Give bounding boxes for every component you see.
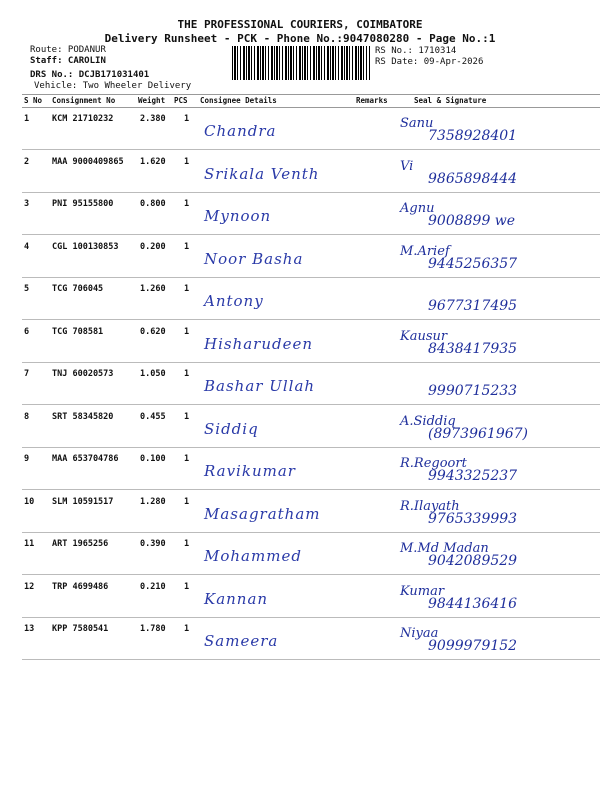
col-pcs: PCS (174, 96, 188, 105)
weight-value: 0.800 (140, 199, 166, 209)
consignee-name: Masagratham (204, 504, 321, 523)
signature-phone: 9677317495 (428, 298, 518, 314)
signature-phone: 9445256357 (428, 255, 518, 272)
vehicle-label: Vehicle: Two Wheeler Delivery (34, 81, 192, 91)
table-row (22, 533, 600, 575)
barcode (232, 46, 370, 80)
signature (394, 242, 594, 274)
row-sno: 13 (24, 624, 35, 634)
signature (394, 624, 594, 656)
table-row (22, 618, 600, 660)
pcs-value: 1 (184, 496, 190, 507)
table-row (22, 406, 600, 448)
weight-value: 0.455 (140, 411, 166, 422)
consignment-number: MAA 9000409865 (52, 156, 124, 167)
signature-phone: (8973961967) (428, 425, 528, 442)
signature-scribble: Kumar (400, 583, 445, 599)
consignment-number: PNI 95155800 (52, 199, 114, 209)
signature (394, 327, 594, 359)
row-sno: 3 (24, 199, 30, 209)
col-consignee: Consignee Details (200, 96, 277, 105)
pcs-value: 1 (184, 114, 190, 124)
pcs-value: 1 (184, 199, 190, 209)
signature-scribble: R.Ilayath (400, 498, 460, 514)
consignee-name: Mohammed (204, 547, 302, 565)
consignee-name: Antony (204, 292, 264, 310)
signature-phone: 9990715233 (428, 383, 518, 399)
signature-scribble: R.Regoort (400, 456, 467, 471)
table-header (22, 94, 600, 108)
pcs-value: 1 (184, 539, 190, 549)
pcs-value: 1 (184, 369, 190, 379)
row-sno: 5 (24, 284, 30, 294)
signature-phone: 7358928401 (428, 128, 518, 144)
company-title: THE PROFESSIONAL COURIERS, COIMBATORE (177, 18, 423, 31)
signature (394, 539, 594, 571)
row-sno: 12 (24, 581, 35, 592)
weight-value: 0.620 (140, 326, 166, 337)
weight-value: 0.210 (140, 581, 166, 592)
consignee-name: Chandra (204, 122, 277, 140)
weight-value: 1.050 (140, 369, 166, 379)
weight-value: 1.280 (140, 496, 166, 507)
signature (394, 412, 594, 444)
weight-value: 1.620 (140, 156, 166, 167)
consignment-number: TNJ 60020573 (52, 369, 114, 379)
consignee-name: Bashar Ullah (204, 377, 316, 395)
col-consignment: Consignment No (52, 96, 116, 105)
consignee-name: Siddiq (204, 419, 259, 438)
signature (394, 284, 594, 316)
signature-scribble: Kausur (400, 328, 448, 344)
consignment-number: TCG 706045 (52, 284, 104, 294)
consignee-name: Srikala Venth (204, 164, 320, 183)
consignee-name: Ravikumar (204, 462, 296, 480)
table-row (22, 491, 600, 533)
signature-phone: 9042089529 (428, 553, 518, 569)
pcs-value: 1 (184, 454, 190, 464)
runsheet-title: Delivery Runsheet - PCK - Phone No.:9047080280 - Page No.:1 (104, 32, 496, 45)
pcs-value: 1 (184, 156, 190, 167)
pcs-value: 1 (184, 284, 190, 294)
table-row (22, 236, 600, 278)
signature (394, 114, 594, 146)
consignee-name: Mynoon (204, 207, 272, 225)
table-row (22, 576, 600, 618)
col-remarks: Remarks (356, 96, 388, 105)
weight-value: 0.390 (140, 539, 166, 549)
signature-phone: 9765339993 (428, 510, 518, 527)
row-sno: 4 (24, 241, 30, 252)
consignment-number: MAA 653704786 (52, 454, 119, 464)
signature-scribble: M.Md Madan (400, 541, 489, 556)
staff-label: Staff: CAROLIN (30, 56, 106, 66)
consignee-name: Sameera (204, 632, 279, 650)
signature-phone: 9943325237 (428, 468, 518, 484)
signature-scribble: Sanu (400, 116, 434, 131)
table-row (22, 278, 600, 320)
consignment-number: KPP 7580541 (52, 624, 109, 634)
consignee-name: Noor Basha (204, 249, 304, 268)
col-seal: Seal & Signature (414, 96, 487, 105)
row-sno: 2 (24, 156, 30, 167)
pcs-value: 1 (184, 624, 190, 634)
table-row (22, 448, 600, 490)
consignment-number: SRT 58345820 (52, 411, 114, 422)
signature-phone: 9099979152 (428, 638, 518, 654)
col-sno: S No (24, 96, 43, 105)
signature (394, 157, 594, 189)
route-label: Route: PODANUR (30, 45, 106, 55)
row-sno: 11 (24, 539, 35, 549)
weight-value: 1.780 (140, 624, 166, 634)
row-sno: 8 (24, 411, 30, 422)
pcs-value: 1 (184, 581, 190, 592)
consignment-number: ART 1965256 (52, 539, 109, 549)
signature (394, 199, 594, 231)
consignment-number: CGL 100130853 (52, 241, 119, 252)
row-sno: 6 (24, 326, 30, 337)
signature-scribble: Vi (400, 158, 414, 174)
row-sno: 10 (24, 496, 35, 507)
signature (394, 497, 594, 529)
row-sno: 7 (24, 369, 30, 379)
rs-number: RS No.: 1710314 (375, 46, 457, 56)
signature-scribble: M.Arief (400, 243, 450, 259)
row-sno: 1 (24, 114, 30, 124)
weight-value: 0.200 (140, 241, 166, 252)
signature (394, 369, 594, 401)
drs-number: DRS No.: DCJB171031401 (30, 70, 150, 80)
rs-date: RS Date: 09-Apr-2026 (375, 57, 484, 67)
weight-value: 0.100 (140, 454, 166, 464)
weight-value: 2.380 (140, 114, 166, 124)
signature (394, 454, 594, 486)
consignment-number: TRP 4699486 (52, 581, 109, 592)
table-row (22, 108, 600, 150)
consignment-number: SLM 10591517 (52, 496, 114, 507)
signature-scribble: Agnu (400, 201, 435, 216)
consignee-name: Kannan (204, 589, 269, 608)
signature-phone: 8438417935 (428, 340, 518, 357)
consignment-number: KCM 21710232 (52, 114, 114, 124)
table-row (22, 151, 600, 193)
pcs-value: 1 (184, 411, 190, 422)
signature-scribble: A.Siddiq (400, 413, 456, 429)
consignment-number: TCG 708581 (52, 326, 104, 337)
row-sno: 9 (24, 454, 30, 464)
table-row (22, 363, 600, 405)
signature (394, 582, 594, 614)
signature-phone: 9865898444 (428, 170, 518, 187)
signature-phone: 9844136416 (428, 595, 518, 612)
table-row (22, 193, 600, 235)
signature-phone: 9008899 we (428, 213, 516, 229)
weight-value: 1.260 (140, 284, 166, 294)
consignee-name: Hisharudeen (204, 334, 314, 353)
col-weight: Weight (138, 96, 166, 105)
signature-scribble: Niyaa (400, 626, 439, 641)
pcs-value: 1 (184, 241, 190, 252)
table-row (22, 321, 600, 363)
pcs-value: 1 (184, 326, 190, 337)
